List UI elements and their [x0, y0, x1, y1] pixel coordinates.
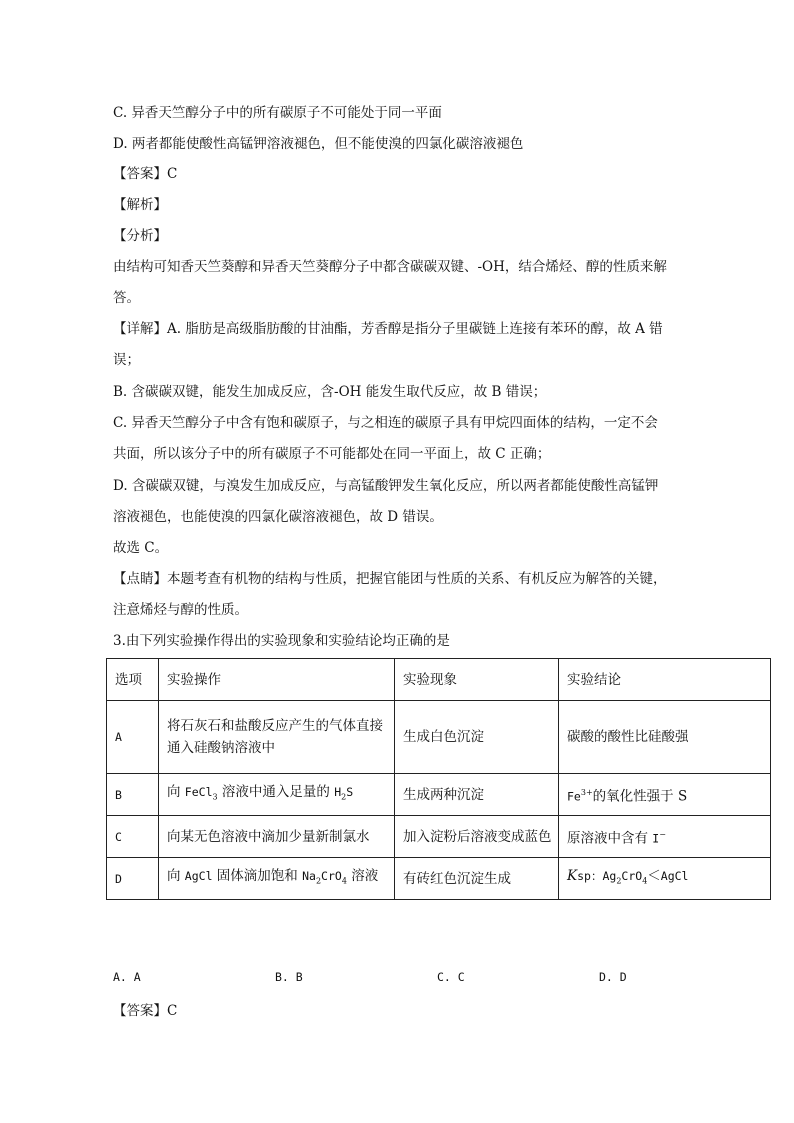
row-d-op-mid: 固体滴加饱和 [212, 867, 303, 884]
subscript: 2 [616, 876, 622, 886]
ion-iodide: I [652, 831, 660, 846]
ksp-sp: sp： [577, 868, 603, 883]
formula-agcl-2: AgCl [660, 868, 689, 883]
table-row [107, 701, 771, 774]
subscript: 4 [341, 876, 347, 886]
row-d-op-end: 溶液 [346, 867, 379, 884]
formula-fecl3: FeCl [184, 784, 213, 799]
header-phenomenon: 实验现象 [395, 659, 559, 701]
formula-na: Na [302, 868, 316, 883]
row-c-conclusion [559, 816, 771, 858]
table-row [107, 858, 771, 900]
row-d-phenomenon: 有砖红色沉淀生成 [395, 858, 559, 900]
table-row [107, 774, 771, 816]
detail-c: C. 异香天竺醇分子中含有饱和碳原子，与之相连的碳原子具有甲烷四面体的结构，一定不会 [113, 415, 658, 431]
experiment-table [106, 658, 771, 900]
header-option: 选项 [107, 659, 159, 701]
row-b-op-pre: 向 [167, 783, 185, 800]
option-d: D. D [599, 970, 627, 984]
row-c-option [107, 816, 159, 858]
row-d-op-pre: 向 [167, 867, 185, 884]
formula-ag: Ag [602, 868, 617, 883]
row-a-phenomenon: 生成白色沉淀 [395, 701, 559, 774]
conclusion: 故选 C。 [113, 540, 169, 556]
less-than: ＜ [647, 867, 661, 884]
answer-options [113, 970, 713, 990]
key-point: 【点睛】本题考查有机物的结构与性质，把握官能团与性质的关系、有机反应为解答的关键， [113, 571, 667, 587]
superscript: 3+ [580, 787, 593, 797]
row-b-operation [159, 774, 395, 816]
row-c-operation: 向某无色溶液中滴加少量新制氯水 [159, 816, 395, 858]
header-conclusion: 实验结论 [559, 659, 771, 701]
subscript: 4 [642, 876, 648, 886]
row-d-letter: D [115, 871, 122, 886]
ksp-k: K [567, 867, 578, 884]
analysis-text-cont: 答。 [113, 290, 140, 306]
detail-a-cont: 误； [113, 352, 140, 368]
question-3-stem: 3.由下列实验操作得出的实验现象和实验结论均正确的是 [113, 633, 450, 649]
detail-c-cont: 共面，所以该分子中的所有碳原子不可能都处在同一平面上，故 C 正确； [113, 446, 551, 462]
detail-b: B. 含碳碳双键，能发生加成反应，含-OH 能发生取代反应，故 B 错误； [113, 384, 547, 400]
row-b-option [107, 774, 159, 816]
analysis-heading: 【解析】 [113, 197, 167, 213]
row-b-phenomenon: 生成两种沉淀 [395, 774, 559, 816]
row-a-operation-line2: 通入硅酸钠溶液中 [167, 740, 275, 756]
table-header-row [107, 659, 771, 701]
formula-h2s-end: S [346, 784, 354, 799]
row-a-conclusion: 碳酸的酸性比硅酸强 [559, 701, 771, 774]
row-c-concl-pre: 原溶液中含有 [567, 830, 653, 847]
table-row [107, 816, 771, 858]
answer-label: 【答案】C [113, 166, 178, 182]
option-d-statement: D. 两者都能使酸性高锰钾溶液褪色，但不能使溴的四氯化碳溶液褪色 [113, 136, 524, 152]
formula-cro4: CrO [621, 868, 643, 883]
formula-h2s: H [334, 784, 342, 799]
row-b-conclusion [559, 774, 771, 816]
analysis-text: 由结构可知香天竺葵醇和异香天竺葵醇分子中都含碳碳双键、-OH，结合烯烃、醇的性质来解 [113, 259, 667, 275]
key-point-cont: 注意烯烃与醇的性质。 [113, 602, 248, 618]
formula-agcl: AgCl [184, 868, 213, 883]
row-b-op-mid: 溶液中通入足量的 [217, 783, 335, 800]
row-c-letter: C [115, 829, 122, 844]
row-c-phenomenon: 加入淀粉后溶液变成蓝色 [395, 816, 559, 858]
row-d-operation [159, 858, 395, 900]
subscript: 3 [212, 792, 218, 802]
superscript: − [659, 829, 666, 839]
detail-a: 【详解】A. 脂肪是高级脂肪酸的甘油酯，芳香醇是指分子里碳链上连接有苯环的醇，故 A 错 [113, 321, 663, 337]
row-a-letter: A [115, 730, 122, 744]
formula-cro: CrO [321, 868, 342, 883]
header-operation: 实验操作 [159, 659, 395, 701]
row-a-operation [159, 701, 395, 774]
row-a-operation-line1: 将石灰石和盐酸反应产生的气体直接 [167, 718, 383, 734]
detail-d: D. 含碳碳双键，与溴发生加成反应，与高锰酸钾发生氧化反应，所以两者都能使酸性高锰钾 [113, 478, 659, 494]
option-a: A. A [113, 970, 141, 984]
row-b-concl-rest: 的氧化性强于 S [592, 788, 688, 805]
row-b-letter: B [115, 787, 122, 802]
ion-fe: Fe [567, 789, 581, 804]
row-a-option [107, 701, 159, 774]
row-d-option [107, 858, 159, 900]
subscript: 2 [341, 792, 347, 802]
option-c-statement: C. 异香天竺醇分子中的所有碳原子不可能处于同一平面 [113, 105, 442, 121]
answer-label-q3: 【答案】C [113, 1003, 178, 1019]
analysis-sub-heading: 【分析】 [113, 228, 167, 244]
option-b: B. B [275, 970, 303, 984]
detail-d-cont: 溶液褪色，也能使溴的四氯化碳溶液褪色，故 D 错误。 [113, 509, 443, 525]
option-c: C. C [437, 970, 465, 984]
subscript: 2 [315, 876, 322, 886]
row-d-conclusion [559, 858, 771, 900]
